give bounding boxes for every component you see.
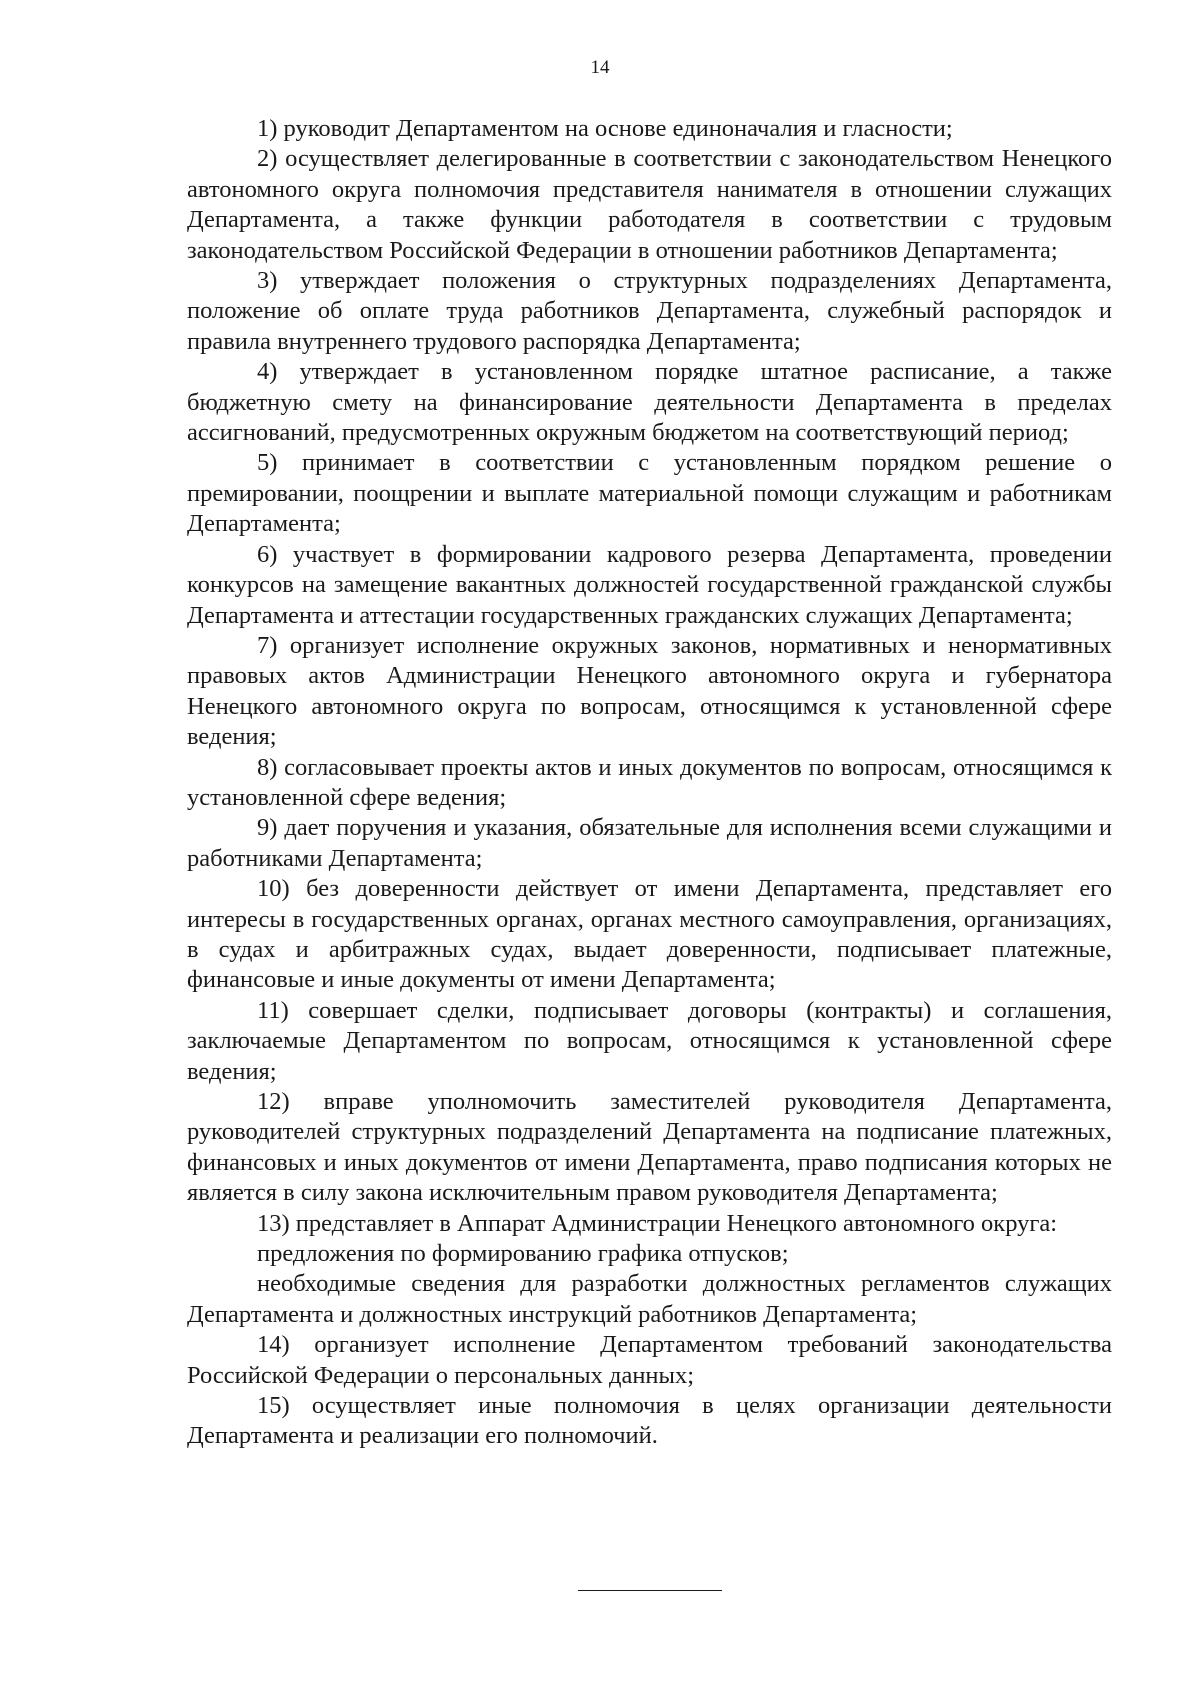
list-item: 6) участвует в формировании кадрового резерва Департамента, проведении конкурсов на замещение вакантных должностей государственной гражданской службы Департамента и аттестации государственных гражданских служащих Департамента;	[187, 540, 1112, 629]
list-item: 9) дает поручения и указания, обязательные для исполнения всеми служащими и работниками Департамента;	[187, 814, 1112, 872]
list-item: 3) утверждает положения о структурных подразделениях Департамента, положение об оплате труда работников Департамента, служебный распорядок и правила внутреннего трудового распорядка Департамента;	[187, 267, 1112, 355]
document-body	[187, 114, 1112, 1452]
list-item: 1) руководит Департаментом на основе единоначалия и гласности;	[257, 115, 953, 142]
list-item: 13) представляет в Аппарат Администрации Ненецкого автономного округа:	[257, 1209, 1058, 1237]
sub-item: предложения по формированию графика отпусков;	[257, 1240, 789, 1268]
list-item: 2) осуществляет делегированные в соответствии с законодательством Ненецкого автономного округа полномочия представителя нанимателя в отношении служащих Департамента, а также функции работодателя в соответствии с трудовым законодательством Российской Федерации в отношении работников Департамента;	[187, 145, 1112, 264]
list-item: 10) без доверенности действует от имени Департамента, представляет его интересы в государственных органах, органах местного самоуправления, организациях, в судах и арбитражных судах, выдает доверенности, подписывает платежные, финансовые и иные документы от имени Департамента;	[187, 875, 1112, 994]
sub-item: необходимые сведения для разработки должностных регламентов служащих Департамента и должностных инструкций работников Департамента;	[187, 1270, 1112, 1328]
end-divider	[578, 1590, 722, 1591]
list-item: 15) осуществляет иные полномочия в целях организации деятельности Департамента и реализации его полномочий.	[187, 1392, 1112, 1450]
list-item: 4) утверждает в установленном порядке штатное расписание, а также бюджетную смету на финансирование деятельности Департамента в пределах ассигнований, предусмотренных окружным бюджетом на соответствующий период;	[187, 358, 1112, 447]
list-item: 8) согласовывает проекты актов и иных документов по вопросам, относящимся к установленной сфере ведения;	[187, 753, 1112, 811]
list-item: 7) организует исполнение окружных законов, нормативных и ненормативных правовых актов Администрации Ненецкого автономного округа и губернатора Ненецкого автономного округа по вопросам, относящимся к установленной сфере ведения;	[187, 631, 1112, 751]
list-item: 5) принимает в соответствии с установленным порядком решение о премировании, поощрении и выплате материальной помощи служащим и работникам Департамента;	[187, 449, 1112, 538]
list-item: 12) вправе уполномочить заместителей руководителя Департамента, руководителей структурных подразделений Департамента на подписание платежных, финансовых и иных документов от имени Департамента, право подписания которых не является в силу закона исключительным правом руководителя Департамента;	[187, 1088, 1112, 1207]
list-item: 11) совершает сделки, подписывает договоры (контракты) и соглашения, заключаемые Департаментом по вопросам, относящимся к установленной сфере ведения;	[187, 996, 1112, 1085]
page-number: 14	[590, 57, 610, 78]
list-item: 14) организует исполнение Департаментом требований законодательства Российской Федерации о персональных данных;	[187, 1331, 1112, 1389]
